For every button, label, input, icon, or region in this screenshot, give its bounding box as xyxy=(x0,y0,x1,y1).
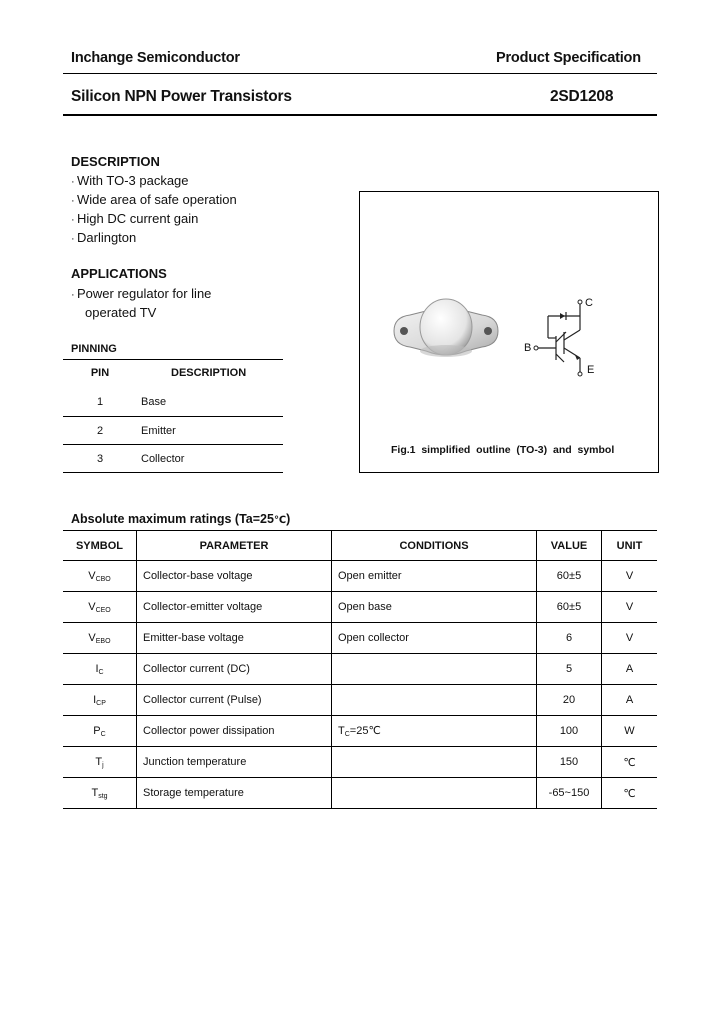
table-row xyxy=(63,561,657,592)
header-symbol: SYMBOL xyxy=(75,539,124,552)
label-base: B xyxy=(524,342,532,354)
bullet-icon: · xyxy=(71,195,75,207)
table-row xyxy=(63,778,657,809)
label-collector: C xyxy=(585,297,593,309)
application-item: · Power regulator for line xyxy=(71,284,211,303)
conditions-cell xyxy=(332,685,537,716)
ratings-title: Absolute maximum ratings (Ta=25℃) xyxy=(71,512,291,526)
unit-cell: ℃ xyxy=(602,747,658,778)
pinning-header-pin: PIN xyxy=(90,367,110,379)
parameter-cell: Emitter-base voltage xyxy=(137,623,332,654)
parameter-cell: Collector current (Pulse) xyxy=(137,685,332,716)
header-unit: UNIT xyxy=(602,531,658,561)
pinning-rule-top xyxy=(63,359,283,360)
conditions-cell: Open collector xyxy=(332,623,537,654)
parameter-cell: Junction temperature xyxy=(137,747,332,778)
table-row xyxy=(63,716,657,747)
conditions-cell xyxy=(332,654,537,685)
symbol-cell: $T_{stg}$ xyxy=(91,786,108,800)
parameter-cell: Collector-emitter voltage xyxy=(137,592,332,623)
pin-number: 3 xyxy=(96,453,104,465)
ratings-header-row xyxy=(63,531,657,561)
header-rule-1 xyxy=(63,73,657,74)
value-cell: 60±5 xyxy=(537,561,602,592)
symbol-cell: $V_{CBO}$ xyxy=(88,569,111,583)
symbol-cell: $T_j$ xyxy=(95,755,104,769)
pin-description: Emitter xyxy=(141,425,176,437)
figure-box xyxy=(359,191,659,473)
description-item: · Wide area of safe operation xyxy=(71,190,237,209)
conditions-cell: $T_C=25℃$ xyxy=(332,716,537,747)
header-rule-2 xyxy=(63,114,657,116)
bullet-icon: · xyxy=(71,214,75,226)
applications-list xyxy=(71,284,211,322)
value-cell: -65~150 xyxy=(537,778,602,809)
conditions-cell: Open base xyxy=(332,592,537,623)
conditions-cell xyxy=(332,747,537,778)
product-line: Silicon NPN Power Transistors xyxy=(71,88,292,105)
value-cell: 20 xyxy=(537,685,602,716)
unit-cell: ℃ xyxy=(602,778,658,809)
value-cell: 100 xyxy=(537,716,602,747)
symbol-cell: $I_{CP}$ xyxy=(93,693,106,707)
parameter-cell: Collector-base voltage xyxy=(137,561,332,592)
company-name: Inchange Semiconductor xyxy=(71,50,240,66)
pinning-header-desc: DESCRIPTION xyxy=(171,367,247,379)
conditions-cell xyxy=(332,778,537,809)
value-cell: 5 xyxy=(537,654,602,685)
table-row xyxy=(63,388,283,416)
table-row xyxy=(63,592,657,623)
bullet-icon: · xyxy=(71,289,75,301)
applications-title: APPLICATIONS xyxy=(71,266,167,281)
bullet-icon: · xyxy=(71,233,75,245)
description-item: · Darlington xyxy=(71,228,237,247)
unit-cell: V xyxy=(602,623,658,654)
pinning-header-row xyxy=(63,361,283,389)
table-row xyxy=(63,747,657,778)
parameter-cell: Collector current (DC) xyxy=(137,654,332,685)
description-list xyxy=(71,171,237,247)
header-parameter: PARAMETER xyxy=(137,531,332,561)
table-row xyxy=(63,654,657,685)
table-row xyxy=(63,417,283,445)
doc-type: Product Specification xyxy=(496,50,641,66)
parameter-cell: Storage temperature xyxy=(137,778,332,809)
header-conditions: CONDITIONS xyxy=(332,531,537,561)
pinning-title: PINNING xyxy=(71,343,117,355)
unit-cell: V xyxy=(602,561,658,592)
unit-cell: A xyxy=(602,685,658,716)
figure-caption: Fig.1 simplified outline (TO-3) and symbol xyxy=(391,444,615,456)
symbol-cell: $I_C$ xyxy=(95,662,104,676)
darlington-symbol-icon xyxy=(520,292,610,392)
pin-number: 2 xyxy=(96,425,104,437)
value-cell: 150 xyxy=(537,747,602,778)
pin-description: Base xyxy=(141,396,167,408)
value-cell: 6 xyxy=(537,623,602,654)
unit-cell: V xyxy=(602,592,658,623)
pin-description: Collector xyxy=(141,453,185,465)
to3-package-image xyxy=(386,289,506,369)
ratings-table xyxy=(63,530,657,809)
pin-number: 1 xyxy=(96,396,104,408)
symbol-cell: $P_C$ xyxy=(93,724,106,738)
label-emitter: E xyxy=(587,364,595,376)
bullet-icon: · xyxy=(71,176,75,188)
conditions-cell: Open emitter xyxy=(332,561,537,592)
description-item: · With TO-3 package xyxy=(71,171,237,190)
application-item: operated TV xyxy=(85,305,157,320)
value-cell: 60±5 xyxy=(537,592,602,623)
table-row xyxy=(63,623,657,654)
pinning-rule-bottom xyxy=(63,472,283,473)
part-number: 2SD1208 xyxy=(550,88,614,105)
header-value: VALUE xyxy=(537,531,602,561)
symbol-cell: $V_{EBO}$ xyxy=(88,631,111,645)
unit-cell: A xyxy=(602,654,658,685)
unit-cell: W xyxy=(602,716,658,747)
description-title: DESCRIPTION xyxy=(71,154,160,169)
table-row xyxy=(63,445,283,473)
description-item: · High DC current gain xyxy=(71,209,237,228)
symbol-cell: $V_{CEO}$ xyxy=(88,600,111,614)
table-row xyxy=(63,685,657,716)
parameter-cell: Collector power dissipation xyxy=(137,716,332,747)
